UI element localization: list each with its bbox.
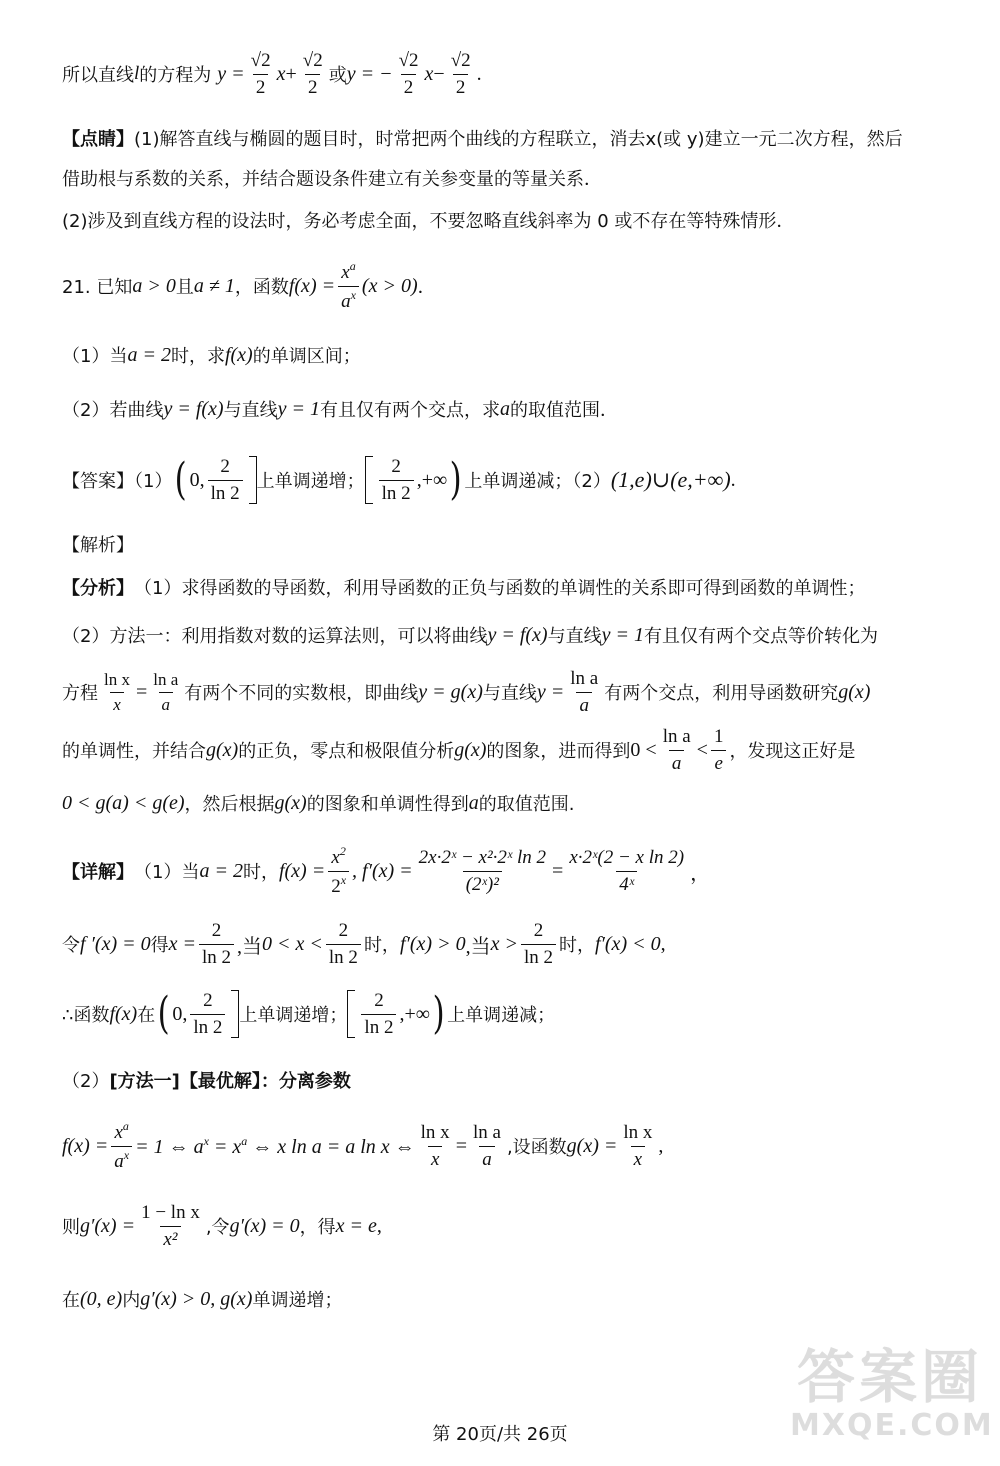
text: 上单调递减；（2）	[464, 471, 611, 492]
text: 令	[62, 935, 80, 956]
text: 且	[175, 277, 194, 298]
fraction: $\frac{2}{\ln 2}$	[199, 920, 234, 969]
method-line-2	[62, 1198, 960, 1254]
fraction: $\frac{x^2}{2^x}$	[328, 845, 349, 898]
detail-line-2	[62, 916, 960, 972]
math: g′(x) > 0, g(x)	[140, 1287, 253, 1310]
math: g(x) =	[566, 1134, 618, 1157]
eq1: y =	[217, 62, 245, 85]
watermark-top: 答案圈	[796, 1343, 983, 1411]
math: g′(x) = 0	[229, 1214, 300, 1237]
math: f(x)	[109, 1002, 138, 1025]
math: x = e	[335, 1214, 377, 1237]
math: g(x)	[274, 791, 307, 814]
text: ,当	[465, 935, 491, 958]
var-x: x	[424, 62, 434, 85]
m1-line-3	[62, 722, 960, 778]
fraction: $\frac{x^a}{a^x}$	[338, 260, 359, 313]
text: 的图象，进而得到	[486, 741, 631, 762]
bracket	[365, 456, 373, 504]
fraction: $\frac{2}{\ln 2}$	[190, 990, 225, 1039]
fraction: $\frac{\text{x·2ˣ(2 − x ln 2)}}{\text{4ˣ}}$	[569, 846, 685, 895]
text: 或	[328, 65, 347, 86]
text: ,当	[237, 935, 263, 958]
math: f(x) =	[62, 1134, 109, 1157]
note-line-1	[62, 124, 960, 152]
var-x: x	[276, 62, 286, 85]
text: 的单调区间；	[252, 346, 361, 367]
math: 0,	[172, 1002, 188, 1025]
fraction: $\frac{1}{e}$	[711, 726, 727, 775]
text: .	[730, 468, 736, 491]
text: ，然后根据	[184, 794, 275, 815]
text: 【解析】	[62, 535, 134, 556]
math: ,+∞	[399, 1002, 430, 1025]
m1-line-4	[62, 788, 960, 818]
math: f(x)	[224, 343, 253, 366]
fraction: $\frac{\text{ln x}}{x}$	[420, 1121, 450, 1170]
question-21	[62, 258, 960, 314]
text: (2)涉及到直线方程的设法时，务必考虑全面，不要忽略直线斜率为 0 或不存在等特殊情形．	[62, 211, 795, 232]
fraction: $\frac{x^a}{a^x}$	[111, 1120, 132, 1173]
method-line-3	[62, 1284, 960, 1314]
detail-line-3	[62, 984, 960, 1044]
math: y = 1	[601, 623, 644, 646]
math: 0 < x <	[262, 932, 323, 955]
paren: (	[175, 454, 188, 505]
math: y = g(x)	[418, 680, 483, 703]
sub-question-1	[62, 340, 960, 370]
math: a = 2	[199, 859, 243, 882]
math: g′(x) =	[80, 1214, 136, 1237]
text: 的取值范围.	[478, 794, 575, 815]
math: 0 <	[630, 738, 657, 761]
math: y = f(x)	[163, 397, 224, 420]
fraction: $\frac{\text{ln x}}{x}$	[623, 1121, 653, 1170]
detail-tag: 【详解】	[62, 862, 134, 883]
math: f′(x) > 0	[399, 932, 466, 955]
note-line-2	[62, 164, 960, 192]
text: 得	[150, 935, 169, 956]
text: 有且仅有两个交点等价转化为	[643, 626, 878, 647]
text: 的方程为	[139, 65, 212, 86]
math: g(x)	[838, 680, 871, 703]
bracket	[347, 990, 355, 1038]
text: ，	[690, 862, 711, 885]
text: （1）当	[134, 862, 200, 883]
domain: (x > 0)	[361, 274, 418, 297]
text: x(或 y)建立一元二次方程，然后	[645, 129, 903, 150]
math: y = 1	[277, 397, 320, 420]
paren: )	[449, 454, 462, 505]
line-direct-eq	[62, 44, 960, 104]
analysis-tag	[62, 530, 960, 558]
math: f(x) =	[278, 859, 326, 882]
fraction: $\frac{2}{\ln 2}$	[521, 920, 556, 969]
text: .	[476, 62, 482, 85]
text: 上单调递增；	[256, 471, 365, 492]
math: a	[499, 397, 510, 420]
math: g(x)	[454, 738, 487, 761]
text: 时，	[363, 935, 400, 956]
text: (1)解答直线与椭圆的题目时，时常把两个曲线的方程联立，消去	[134, 129, 646, 150]
math: x =	[168, 932, 196, 955]
math: ,+∞	[416, 468, 448, 491]
fraction: $\frac{√2}{2}$	[398, 49, 419, 98]
paren: (	[157, 988, 170, 1039]
method-head	[62, 1066, 960, 1094]
text: ，得	[299, 1217, 336, 1238]
math: 0 < g(a) < g(e)	[62, 791, 185, 814]
text: ，函数	[234, 277, 289, 298]
op: =	[455, 1134, 467, 1157]
text: 单调递增；	[252, 1290, 343, 1311]
text: ,	[376, 1214, 382, 1237]
op: +	[285, 62, 297, 85]
note-line-3	[62, 206, 960, 234]
op: <	[696, 738, 708, 761]
fraction: $\frac{\text{2x·2ˣ − x²·2ˣ ln 2}}{\text{(2ˣ)²}}$	[418, 846, 547, 895]
text: 的正负，零点和极限值分析	[238, 741, 455, 762]
fraction: $\frac{\text{ln a}}{a}$	[662, 725, 691, 774]
text: 在	[137, 1005, 156, 1026]
text: 则	[62, 1217, 80, 1238]
watermark-bottom: MXQE.COM	[790, 1408, 994, 1443]
fraction: $\frac{2}{\ln 2}$	[208, 456, 243, 505]
math: , f′(x) =	[352, 859, 413, 882]
math: (1,e)∪(e,+∞)	[610, 467, 731, 492]
math: f′(x) < 0	[594, 932, 661, 955]
fraction: $\frac{2}{\ln 2}$	[326, 920, 361, 969]
text: ，发现这正好是	[729, 741, 856, 762]
math: a	[468, 791, 479, 814]
op: =	[135, 680, 148, 703]
method-line-1	[62, 1116, 960, 1176]
text: ,令	[205, 1217, 230, 1238]
detail-line-1	[62, 838, 960, 904]
text: （1）求得函数的导函数，利用导函数的正负与函数的单调性的关系即可得到函数的单调性；	[134, 578, 866, 599]
text: 21. 已知	[62, 277, 133, 298]
note-tag: 【点睛】	[62, 129, 134, 150]
math: (0, e)	[80, 1287, 123, 1310]
text: 时，	[242, 862, 279, 883]
page-footer: 第 20页/共 26页	[432, 1424, 568, 1445]
fraction: $\frac{2}{\ln 2}$	[379, 456, 414, 505]
text: 有两个交点，利用导函数研究	[604, 683, 839, 704]
math: = 1 ⇔ $a^x = x^a$ ⇔ x ln a = a ln x ⇔	[135, 1133, 415, 1158]
text: 有两个不同的实数根，即曲线	[184, 683, 419, 704]
method-title: [方法一]【最优解】：分离参数	[109, 1071, 351, 1092]
text: （1）当	[62, 346, 128, 367]
m1-line-2	[62, 664, 960, 720]
text: （2）若曲线	[62, 400, 164, 421]
fraction: $\frac{\text{ln a}}{a}$	[472, 1121, 501, 1170]
func: f(x) =	[288, 274, 336, 297]
text: ,设函数	[506, 1137, 567, 1158]
text: 的图象和单调性得到	[306, 794, 469, 815]
fraction: $\frac{\text{ln a}}{a}$	[153, 669, 179, 714]
op: =	[552, 859, 564, 882]
m1-line-1	[62, 620, 960, 650]
text: 上单调递增；	[239, 1005, 348, 1026]
math: f ′(x) = 0	[80, 932, 151, 955]
text: 内	[122, 1290, 141, 1311]
fraction: $\frac{\text{1 − ln x}}{\text{x²}}$	[141, 1201, 200, 1250]
math: y = f(x)	[487, 623, 548, 646]
text: 与直线	[482, 683, 537, 704]
text: ,	[658, 1134, 664, 1157]
fraction: $\frac{√2}{2}$	[250, 49, 271, 98]
text: （2）方法一：利用指数对数的运算法则，可以将曲线	[62, 626, 488, 647]
fraction: $\frac{2}{\ln 2}$	[361, 990, 396, 1039]
text: 时，	[558, 935, 595, 956]
text: （2）	[62, 1071, 110, 1092]
text: 上单调递减；	[447, 1005, 556, 1026]
math: g(x)	[206, 738, 239, 761]
var-l: l	[134, 63, 140, 84]
fraction: $\frac{\text{ln x}}{x}$	[104, 669, 130, 714]
cond: a ≠ 1	[193, 274, 235, 297]
fraction: $\frac{\text{ln a}}{a}$	[570, 667, 599, 716]
text: ,	[660, 932, 666, 955]
math: x >	[490, 932, 518, 955]
text: 时，求	[170, 346, 225, 367]
text: 借助根与系数的关系，并结合题设条件建立有关参变量的等量关系．	[62, 169, 602, 190]
answer	[62, 450, 960, 510]
fraction: $\frac{√2}{2}$	[302, 49, 323, 98]
cond: a > 0	[132, 274, 176, 297]
text: 的取值范围．	[509, 400, 618, 421]
text: 在	[62, 1290, 80, 1311]
text: ．	[417, 277, 436, 298]
math: a = 2	[127, 343, 171, 366]
text: 与直线	[223, 400, 278, 421]
op: −	[433, 62, 445, 85]
text: ∴函数	[62, 1005, 110, 1026]
sub-question-2	[62, 394, 960, 424]
text: 与直线	[547, 626, 602, 647]
fenxi-tag: 【分析】	[62, 578, 134, 599]
paren: )	[432, 988, 445, 1039]
answer-tag: 【答案】（1）	[62, 471, 173, 492]
fenxi	[62, 572, 960, 602]
math: 0,	[189, 468, 205, 491]
text: 的单调性，并结合	[62, 741, 206, 762]
bracket	[249, 456, 257, 504]
eq2: y = −	[346, 62, 393, 85]
math: y =	[536, 680, 565, 703]
text: 有且仅有两个交点，求	[319, 400, 500, 421]
text: 方程	[62, 683, 98, 704]
bracket	[231, 990, 239, 1038]
text: 所以直线	[62, 65, 134, 86]
fraction: $\frac{√2}{2}$	[450, 49, 471, 98]
